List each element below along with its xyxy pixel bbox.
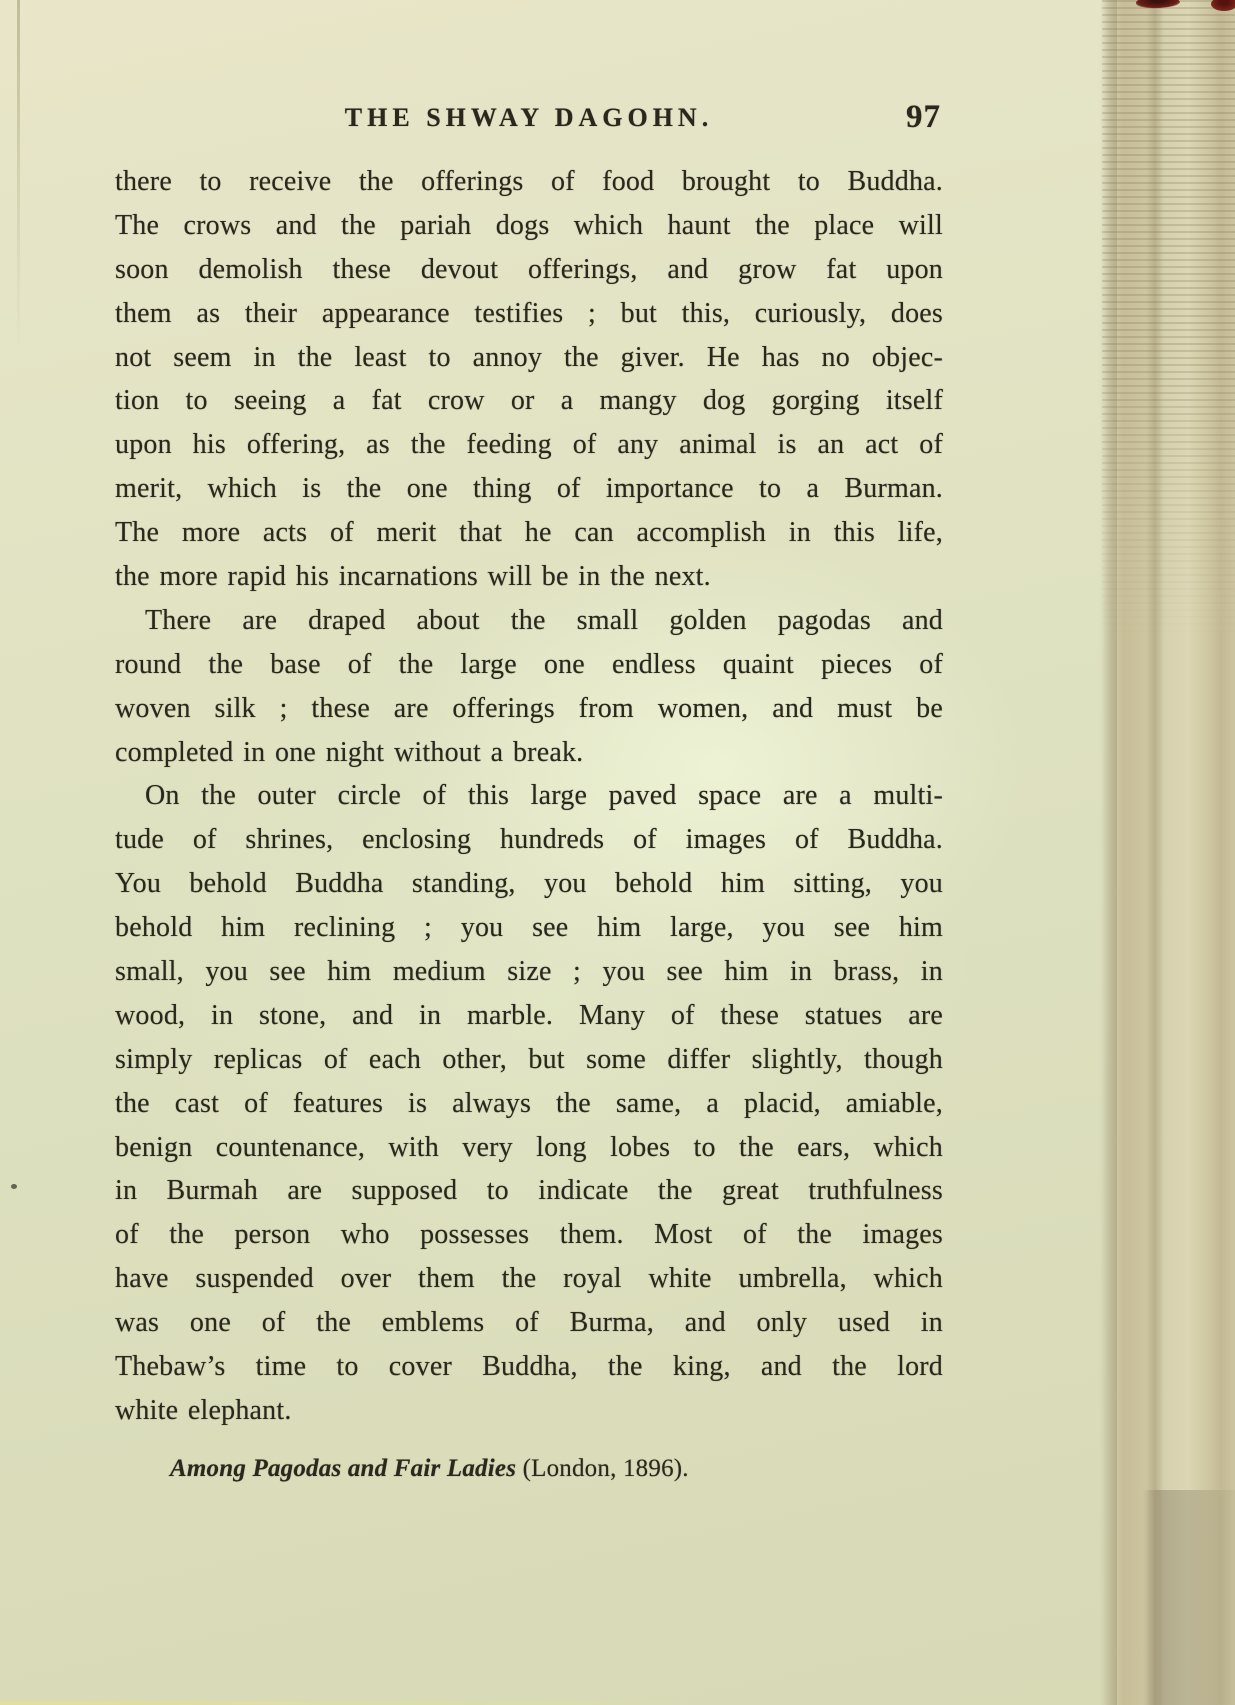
text-line: simply replicas of each other, but some differ slightly, though: [115, 1043, 943, 1075]
paragraph: [115, 160, 943, 599]
citation-imprint: (London, 1896).: [516, 1455, 689, 1482]
paragraph: [115, 599, 943, 775]
text-line: tion to seeing a fat crow or a mangy dog gorging itself: [115, 385, 943, 417]
running-head: [115, 99, 943, 139]
text-line: merit, which is the one thing of importance to a Burman.: [115, 473, 943, 505]
text-line: in Burmah are supposed to indicate the great truthfulness: [115, 1175, 943, 1207]
paragraph: [115, 774, 943, 1432]
text-line: of the person who possesses them. Most of the images: [115, 1219, 943, 1251]
text-line: have suspended over them the royal white umbrella, which: [115, 1263, 943, 1295]
text-line: There are draped about the small golden pagodas and: [145, 604, 943, 636]
page-left-crease: [17, 0, 20, 350]
paper-speck: [11, 1184, 17, 1189]
citation-book-title: Among Pagodas and Fair Ladies: [170, 1455, 517, 1482]
text-line: The crows and the pariah dogs which haunt the place will: [115, 209, 943, 241]
text-line: completed in one night without a break.: [115, 736, 584, 768]
page-edge-shadow: [1099, 0, 1117, 1705]
book-page-edges-texture: [1102, 0, 1235, 640]
text-line: soon demolish these devout offerings, and grow fat upon: [115, 253, 943, 285]
text-line: woven silk ; these are offerings from women, and must be: [115, 692, 943, 724]
text-line: The more acts of merit that he can accomplish in this life,: [115, 517, 943, 549]
text-line: You behold Buddha standing, you behold him sitting, you: [115, 868, 943, 900]
page-number: 97: [906, 99, 941, 135]
source-citation: [170, 1455, 930, 1483]
text-line: wood, in stone, and in marble. Many of these statues are: [115, 999, 943, 1031]
text-line: small, you see him medium size ; you see him in brass, in: [115, 956, 943, 988]
book-fore-edge-bottom-shadow: [1102, 1490, 1235, 1705]
body-text: [115, 160, 943, 1433]
text-line: behold him reclining ; you see him large, you see him: [115, 912, 943, 944]
page-bottom-edge: [0, 1701, 700, 1705]
page-title: THE SHWAY DAGOHN.: [344, 103, 714, 132]
text-line: round the base of the large one endless quaint pieces of: [115, 648, 943, 680]
text-line: upon his offering, as the feeding of any animal is an act of: [115, 429, 943, 461]
text-line: white elephant.: [115, 1394, 292, 1426]
text-line: was one of the emblems of Burma, and only used in: [115, 1307, 943, 1339]
text-line: not seem in the least to annoy the giver. He has no objec-: [115, 341, 943, 373]
text-line: them as their appearance testifies ; but this, curiously, does: [115, 297, 943, 329]
text-line: the more rapid his incarnations will be in the next.: [115, 561, 711, 593]
text-line: benign countenance, with very long lobes to the ears, which: [115, 1131, 943, 1163]
text-line: there to receive the offerings of food brought to Buddha.: [115, 166, 943, 197]
text-line: tude of shrines, enclosing hundreds of images of Buddha.: [115, 824, 943, 856]
text-line: On the outer circle of this large paved space are a multi-: [145, 780, 943, 812]
text-line: the cast of features is always the same, a placid, amiable,: [115, 1087, 943, 1119]
text-line: Thebaw’s time to cover Buddha, the king, and the lord: [115, 1351, 943, 1383]
